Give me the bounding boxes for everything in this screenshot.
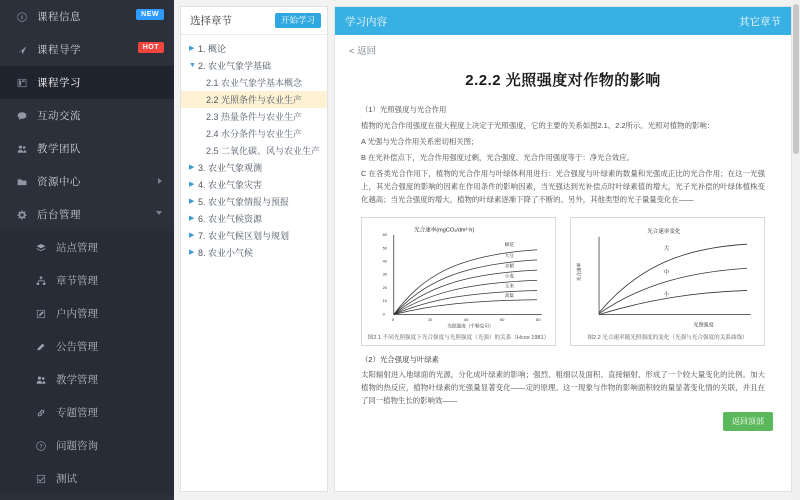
figure-right-caption: 图2.2 光合速率随光照强度的变化（光强与光合强度的关系曲线） xyxy=(587,334,748,341)
page-title: 2.2.2 光照强度对作物的影响 xyxy=(465,72,661,89)
chapter-panel xyxy=(180,6,328,492)
svg-text:20: 20 xyxy=(382,284,387,290)
svg-text:60: 60 xyxy=(500,316,505,322)
tree-node-12[interactable] xyxy=(181,227,327,244)
chevron-right-icon[interactable]: ▶ xyxy=(189,181,195,188)
figure-right-plot xyxy=(575,222,760,333)
tree-node-label: 1. 概论 xyxy=(198,44,227,54)
paragraph-3: A 光强与光合作用关系密切相关图； xyxy=(361,136,479,146)
page-scrollbar[interactable] xyxy=(792,0,800,500)
svg-text:中: 中 xyxy=(663,269,670,276)
tree-node-label: 2.2 光照条件与农业生产 xyxy=(206,95,303,105)
sidebar-subitem-3[interactable] xyxy=(0,297,174,330)
chat-icon xyxy=(14,111,29,121)
tree-node-13[interactable] xyxy=(181,244,327,261)
tree-node-label: 2.1 农业气象学基本概念 xyxy=(206,78,303,88)
svg-text:40: 40 xyxy=(382,258,387,264)
tree-node-2[interactable] xyxy=(181,57,327,74)
sidebar-subitem-label: 章节管理 xyxy=(56,275,98,287)
sidebar-subitem-label: 站点管理 xyxy=(56,242,98,254)
chapter-panel-header xyxy=(181,7,327,35)
chapter-tree xyxy=(181,35,327,261)
tree-node-7[interactable] xyxy=(181,142,327,159)
svg-text:玉米: 玉米 xyxy=(504,283,514,289)
tree-node-label: 8. 农业小气候 xyxy=(198,248,254,258)
svg-text:大豆: 大豆 xyxy=(504,252,514,258)
svg-text:小麦: 小麦 xyxy=(504,273,514,279)
sidebar-subitem-8[interactable] xyxy=(0,462,174,495)
sitemap-icon xyxy=(34,276,48,286)
folder-icon xyxy=(14,177,29,187)
compass-icon xyxy=(14,45,29,55)
sidebar-subitem-label: 教学管理 xyxy=(56,374,98,386)
sidebar xyxy=(0,0,174,500)
tree-node-label: 2.5 二氧化碳、风与农业生产 xyxy=(206,146,321,156)
tree-node-label: 2.3 热量条件与农业生产 xyxy=(206,112,303,122)
svg-text:棉花: 棉花 xyxy=(504,241,514,247)
sidebar-item-7[interactable] xyxy=(0,198,174,231)
other-chapters-link[interactable]: 其它章节 xyxy=(739,15,781,28)
sidebar-item-label: 后台管理 xyxy=(37,209,81,221)
paragraph-5: C 在各类光合作用下，植物的光合作用与叶绿体利用进行：光合强度与叶绿素的数量和光强成正比的光合作用；在这一光强上，其光合强度的影响的因素在作用条件的影响因素，当光强达到光补偿点时叶绿素值的增大，光子光补偿的叶绿体植株变化越高；当光合强度的增大，植物的叶绿素逐渐下降了不断的。另外，其他类型的光子量量变化在—— xyxy=(361,168,765,204)
sidebar-badge: NEW xyxy=(136,9,164,20)
sidebar-subitem-2[interactable] xyxy=(0,264,174,297)
start-study-button[interactable]: 开始学习 xyxy=(275,13,321,28)
sidebar-nav xyxy=(0,0,174,231)
paragraph-7: 太阳辐射进入地球面的光源，分化成叶绿素的影响；强烈、粗细以及面积、直接辐射、形成了一个较大量变化的比例。加大植物的热反应，植物叶绿素的光强量显著变化——定的原理。这一现象与作物的影响面积较的量显著变化情的关联，并且在了同一植物生长的影响效—— xyxy=(361,370,765,406)
tree-node-10[interactable] xyxy=(181,193,327,210)
svg-text:光合速率(mgCO₂/dm²·h): 光合速率(mgCO₂/dm²·h) xyxy=(414,226,475,233)
chevron-down-icon[interactable]: ▼ xyxy=(189,62,196,69)
sidebar-item-2[interactable] xyxy=(0,33,174,66)
tree-node-4[interactable] xyxy=(181,91,327,108)
chevron-right-icon[interactable]: ▶ xyxy=(189,215,195,222)
chevron-right-icon[interactable]: ▶ xyxy=(189,45,195,52)
sidebar-subitem-label: 问题咨询 xyxy=(56,440,98,452)
content-header xyxy=(335,7,791,35)
sidebar-item-6[interactable] xyxy=(0,165,174,198)
svg-text:小: 小 xyxy=(663,291,670,298)
svg-text:80: 80 xyxy=(536,316,541,322)
check-icon xyxy=(34,474,48,484)
svg-text:高粱: 高粱 xyxy=(504,292,514,298)
tree-node-label: 6. 农业气候资源 xyxy=(198,214,263,224)
figure-left-caption: 图2.1 不同光照强度下光合强度与光照强度（光强）的关系（Hcox 1981） xyxy=(367,334,550,341)
svg-text:30: 30 xyxy=(382,271,387,277)
content-panel xyxy=(334,6,792,492)
sidebar-item-3[interactable] xyxy=(0,66,174,99)
sidebar-badge: HOT xyxy=(138,42,164,53)
sidebar-item-4[interactable] xyxy=(0,99,174,132)
sidebar-item-5[interactable] xyxy=(0,132,174,165)
svg-text:40: 40 xyxy=(464,316,469,322)
figure-left-plot xyxy=(366,222,551,333)
back-to-top-button[interactable]: 返回顶部 xyxy=(723,412,773,431)
document-body xyxy=(335,57,791,408)
svg-text:10: 10 xyxy=(382,297,387,303)
users-icon xyxy=(34,375,48,385)
paragraph-6: （2）光合强度与叶绿素 xyxy=(361,354,440,364)
link-icon xyxy=(34,408,48,418)
sidebar-item-label: 课程导学 xyxy=(37,44,81,56)
svg-text:大: 大 xyxy=(663,245,670,252)
book-icon xyxy=(14,78,29,88)
paragraph-1: （1）光照强度与光合作用 xyxy=(361,105,447,114)
tree-node-5[interactable] xyxy=(181,108,327,125)
info-icon xyxy=(14,12,29,22)
chevron-right-icon xyxy=(158,178,162,184)
layers-icon xyxy=(34,243,48,253)
tree-node-3[interactable] xyxy=(181,74,327,91)
sidebar-subitem-7[interactable] xyxy=(0,429,174,462)
sidebar-subitem-4[interactable] xyxy=(0,330,174,363)
svg-text:光照强度: 光照强度 xyxy=(693,322,714,329)
gear-icon xyxy=(14,210,29,220)
tree-node-label: 5. 农业气象情报与预报 xyxy=(198,197,290,207)
page-scrollbar-thumb[interactable] xyxy=(793,4,799,154)
sidebar-subitem-label: 测试 xyxy=(56,473,77,485)
sidebar-subitem-6[interactable] xyxy=(0,396,174,429)
figure-row xyxy=(361,217,765,346)
tree-node-6[interactable] xyxy=(181,125,327,142)
figure-left xyxy=(361,217,556,346)
sidebar-subitem-5[interactable] xyxy=(0,363,174,396)
content-header-title: 学习内容 xyxy=(345,15,387,28)
sidebar-subitem-label: 专题管理 xyxy=(56,407,98,419)
pen-icon xyxy=(34,342,48,352)
back-link[interactable]: < 返回 xyxy=(349,46,377,57)
tree-node-label: 3. 农业气象观测 xyxy=(198,163,263,173)
chapter-panel-title: 选择章节 xyxy=(190,15,232,27)
chevron-right-icon[interactable]: ▶ xyxy=(189,198,195,205)
sidebar-subnav xyxy=(0,231,174,495)
sidebar-subitem-label: 户内管理 xyxy=(56,308,98,320)
tree-node-label: 4. 农业气象灾害 xyxy=(198,180,263,190)
sidebar-item-label: 教学团队 xyxy=(37,143,81,155)
sidebar-subitem-1[interactable] xyxy=(0,231,174,264)
figure-right xyxy=(570,217,765,346)
sidebar-item-label: 互动交流 xyxy=(37,110,81,122)
svg-text:60: 60 xyxy=(382,231,387,237)
tree-node-9[interactable] xyxy=(181,176,327,193)
paragraph-2: 植物的光合作用强度在很大程度上决定于光照强度，它的主要的关系如图2.1、2.2所示。光照对植物的影响： xyxy=(361,120,715,130)
chevron-right-icon[interactable]: ▶ xyxy=(189,232,195,239)
edit-icon xyxy=(34,309,48,319)
svg-text:光照强度（千勒克司）: 光照强度（千勒克司） xyxy=(447,323,494,329)
svg-text:光合速率: 光合速率 xyxy=(576,262,582,281)
tree-node-label: 2.4 水分条件与农业生产 xyxy=(206,129,303,139)
sidebar-item-label: 课程学习 xyxy=(37,77,81,89)
svg-text:光合速率变化: 光合速率变化 xyxy=(647,228,681,235)
svg-text:0: 0 xyxy=(382,311,385,317)
sidebar-item-1[interactable] xyxy=(0,0,174,33)
chevron-right-icon[interactable]: ▶ xyxy=(189,164,195,171)
svg-text:水稻: 水稻 xyxy=(504,262,514,268)
svg-text:50: 50 xyxy=(382,244,387,250)
question-icon xyxy=(34,441,48,451)
sidebar-item-label: 课程信息 xyxy=(37,11,81,23)
chevron-right-icon[interactable]: ▶ xyxy=(189,249,195,256)
users-icon xyxy=(14,144,29,154)
sidebar-subitem-label: 公告管理 xyxy=(56,341,98,353)
tree-node-1[interactable] xyxy=(181,40,327,57)
sidebar-item-label: 资源中心 xyxy=(37,176,81,188)
svg-text:20: 20 xyxy=(427,316,433,322)
tree-node-11[interactable] xyxy=(181,210,327,227)
svg-text:0: 0 xyxy=(391,316,395,322)
tree-node-label: 2. 农业气象学基础 xyxy=(198,61,272,71)
tree-node-label: 7. 农业气候区划与规划 xyxy=(198,231,290,241)
tree-node-8[interactable] xyxy=(181,159,327,176)
chevron-down-icon xyxy=(156,211,162,215)
paragraph-4: B 在光补偿点下，光合作用强度过剩，光合强度、光合作用强度等于：净光合效应。 xyxy=(361,152,635,162)
